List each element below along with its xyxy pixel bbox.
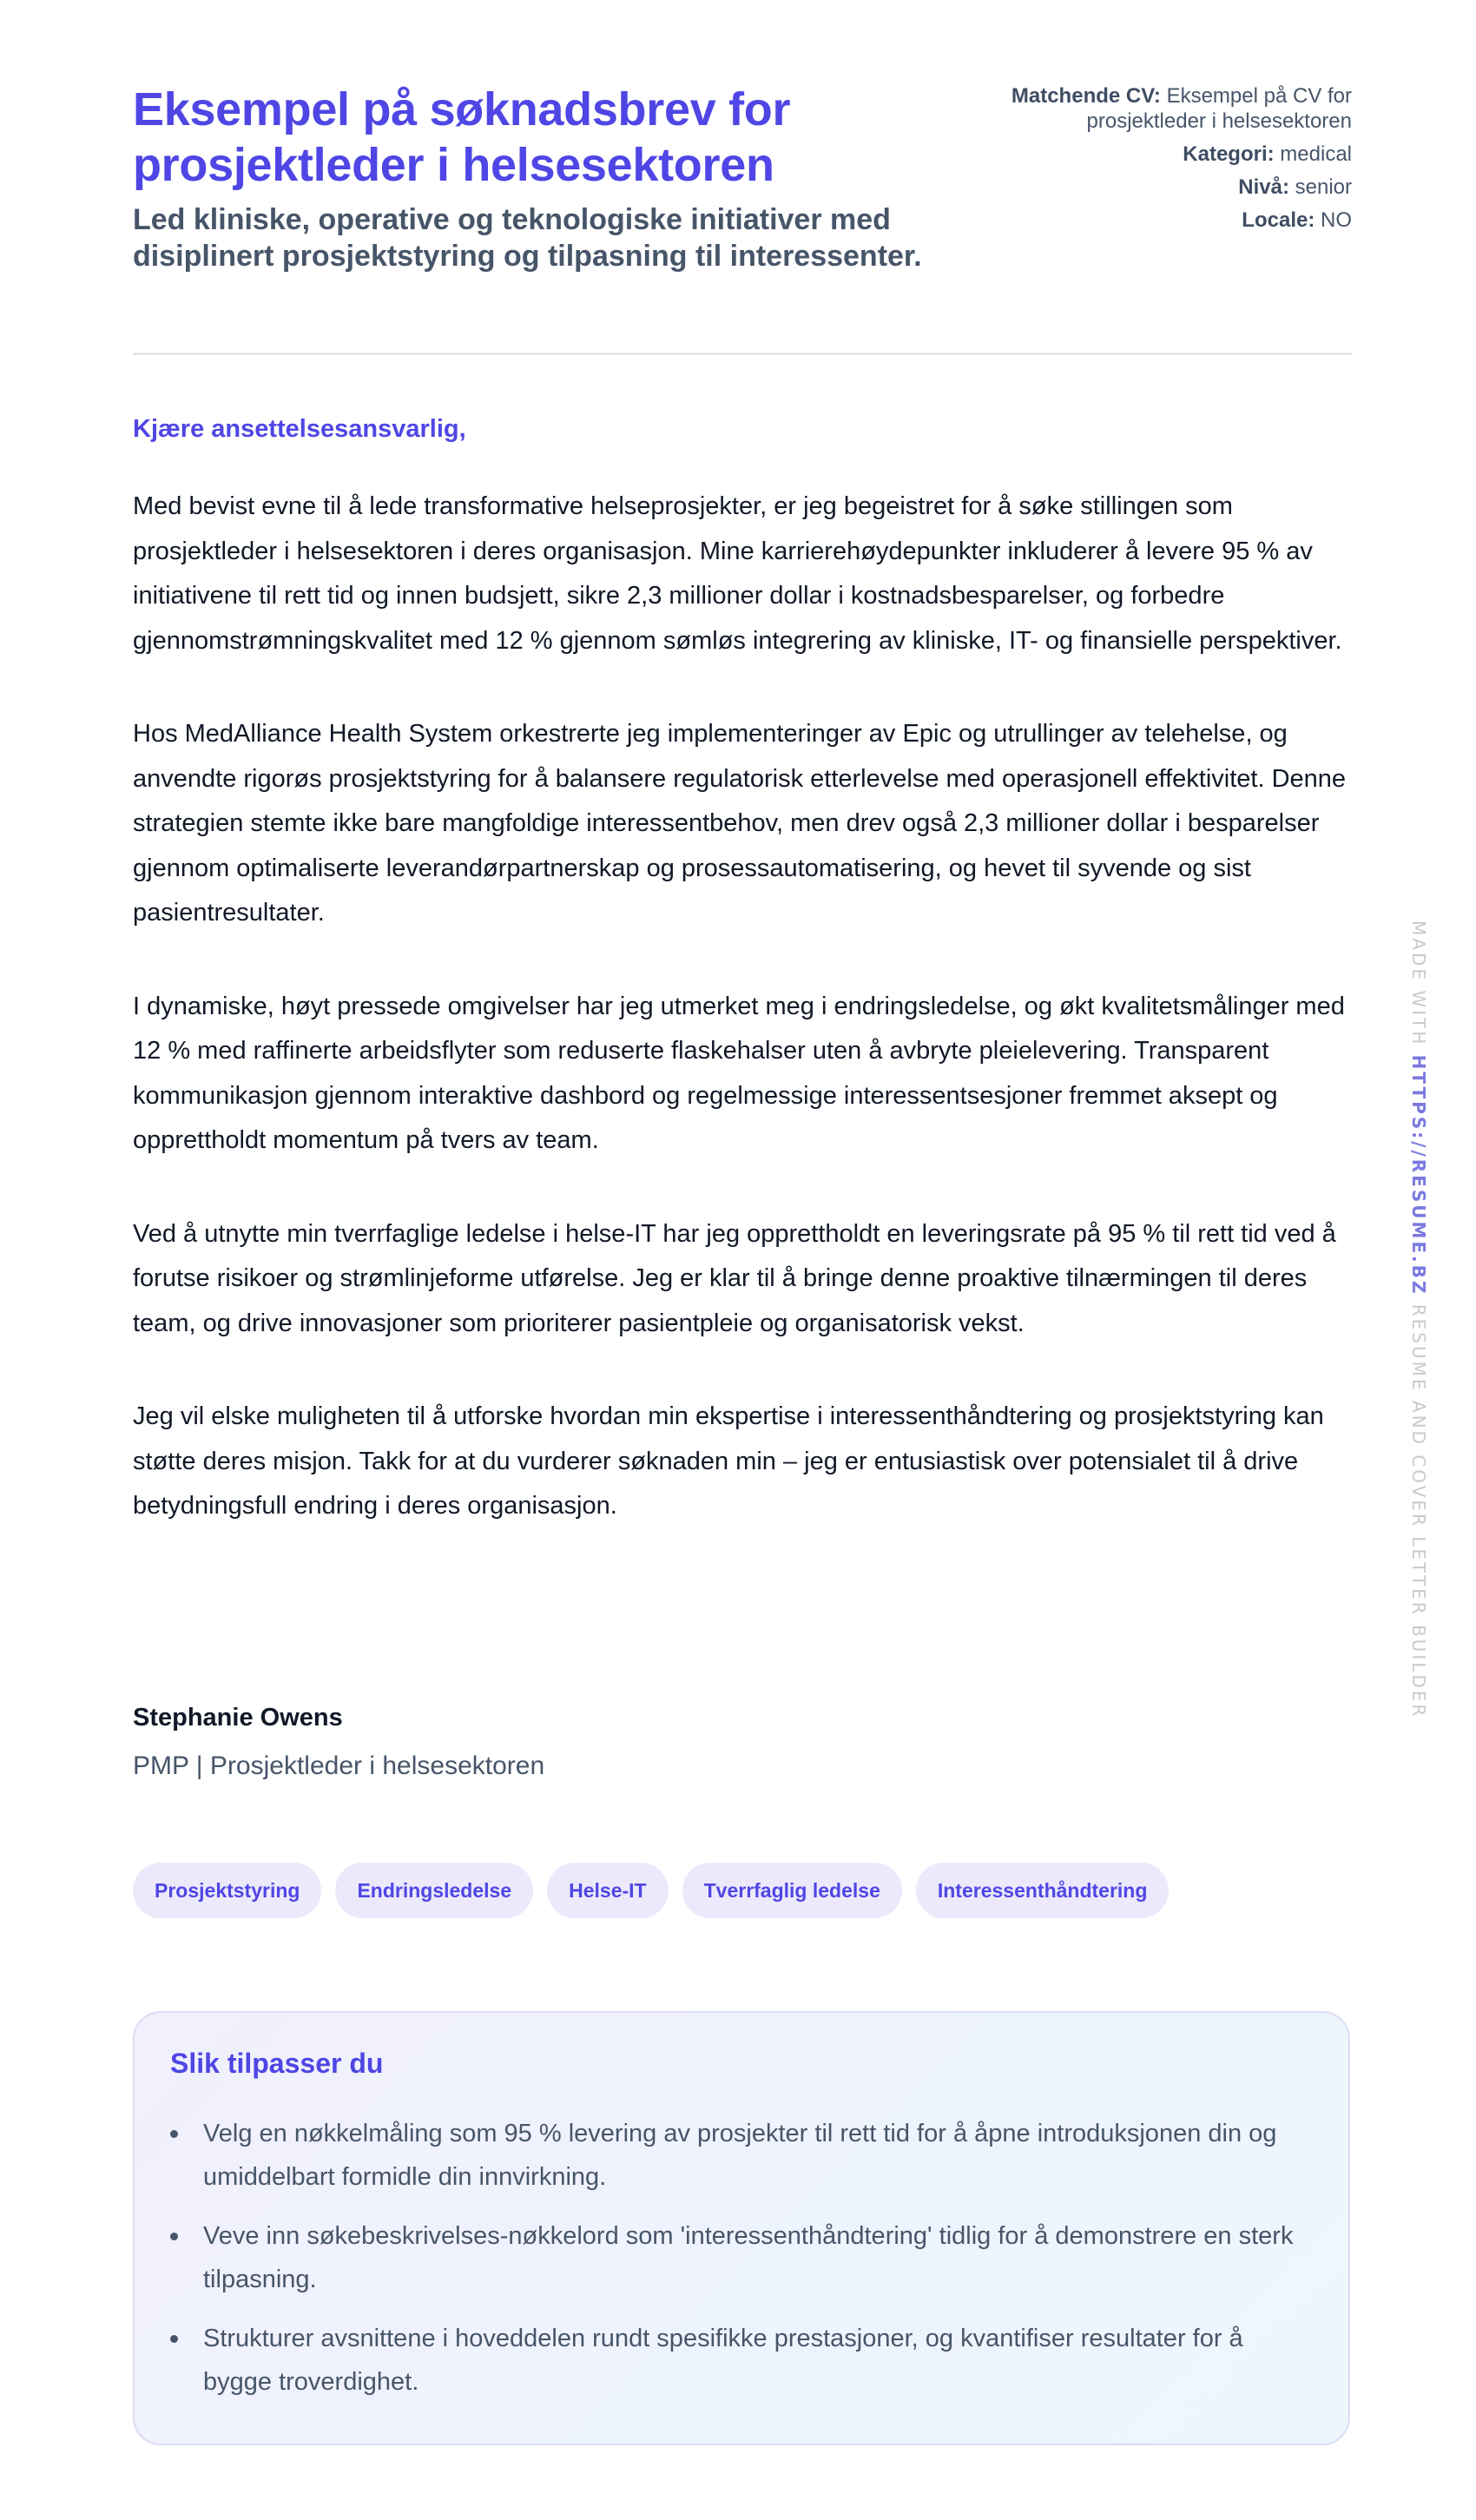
skill-tags [133, 1863, 1169, 1918]
meta-locale-label: Locale: [1242, 208, 1315, 232]
signature [133, 1700, 544, 1784]
tips-item [170, 2214, 1316, 2301]
tips-item-text: Strukturer avsnittene i hoveddelen rundt spesifikke prestasjoner, og kvantifiser resultater for å bygge troverdighet. [203, 2325, 1243, 2396]
meta-category-label: Kategori: [1183, 142, 1275, 166]
letter-greeting: Kjære ansettelsesansvarlig, [133, 415, 466, 443]
made-with-credit [1408, 920, 1434, 1719]
tips-heading: Slik tilpasser du [170, 2048, 384, 2079]
letter-paragraph: Hos MedAlliance Health System orkestrerte jeg implementeringer av Epic og utrullinger av telehelse, og anvendte rigorøs prosjektstyring for å balansere regulatorisk etterlevelse med operasjonell effektivitet. Denne strategien stemte ikke bare mangfoldige interessentbehov, men drev også 2,3 millioner dollar i besparelser gjennom optimaliserte leverandørpartnerskap og prosessautomatisering, og hevet til syvende og sist pasientresultater. [133, 720, 1347, 927]
tips-item [170, 2317, 1316, 2404]
skill-tag[interactable]: Endringsledelse [335, 1863, 533, 1918]
tips-item [170, 2112, 1316, 2199]
meta-matching-cv-label: Matchende CV: [1011, 84, 1161, 108]
bullet-icon [170, 2130, 178, 2138]
letter-paragraph: Med bevist evne til å lede transformative helseprosjekter, er jeg begeistret for å søke stillingen som prosjektleder i helsesektoren i deres organisasjon. Mine karrierehøydepunkter inkluderer å levere 95 % av initiativene til rett tid og innen budsjett, sikre 2,3 millioner dollar i kostnadsbesparelser, og forbedre gjennomstrømningskvalitet med 12 % gjennom sømløs integrering av kliniske, IT- og finansielle perspektiver. [133, 492, 1342, 655]
meta-category [970, 142, 1352, 167]
meta-matching-cv [970, 83, 1352, 134]
letter-paragraph: I dynamiske, høyt pressede omgivelser har jeg utmerket meg i endringsledelse, og økt kvalitetsmålinger med 12 % med raffinerte arbeidsflyter som reduserte flaskehalser uten å avbryte pleielevering. Transparent kommunikasjon gjennom interaktive dashbord og regelmessige interessentsesjoner fremmet aksept og opprettholdt momentum på tvers av team. [133, 992, 1345, 1154]
header-divider [133, 353, 1352, 355]
page-subtitle: Led kliniske, operative og teknologiske initiativer med disiplinert prosjektstyring og tilpasning til interessenter. [133, 203, 922, 273]
page-header [133, 0, 1352, 356]
meta-info [970, 83, 1352, 241]
skill-tag[interactable]: Helse-IT [547, 1863, 668, 1918]
tips-list [170, 2112, 1316, 2419]
meta-level-label: Nivå: [1238, 175, 1289, 199]
credit-prefix: MADE WITH [1408, 920, 1429, 1047]
page-title: Eksempel på søknadsbrev for prosjektleder i helsesektoren [133, 83, 791, 191]
meta-category-value: medical [1280, 142, 1352, 166]
meta-matching-cv-value[interactable]: Eksempel på CV for prosjektleder i helsesektoren [1086, 84, 1352, 133]
signature-title: PMP | Prosjektleder i helsesektoren [133, 1751, 545, 1780]
letter-body [133, 485, 1352, 1578]
meta-level [970, 175, 1352, 200]
signature-name: Stephanie Owens [133, 1704, 343, 1732]
bullet-icon [170, 2335, 178, 2343]
tips-item-text: Veve inn søkebeskrivelses-nøkkelord som 'interessenthåndtering' tidlig for å demonstrere en sterk tilpasning. [203, 2222, 1294, 2293]
credit-link[interactable]: HTTPS://RESUME.BZ [1408, 1054, 1429, 1296]
tips-item-text: Velg en nøkkelmåling som 95 % levering av prosjekter til rett tid for å åpne introduksjonen din og umiddelbart formidle din innvirkning. [203, 2120, 1277, 2191]
letter-paragraph: Jeg vil elske muligheten til å utforske hvordan min ekspertise i interessenthåndtering og prosjektstyring kan støtte deres misjon. Takk for at du vurderer søknaden min – jeg er entusiastisk over potensialet til å drive betydningsfull endring i deres organisasjon. [133, 1402, 1324, 1520]
letter-paragraph: Ved å utnytte min tverrfaglige ledelse i helse-IT har jeg opprettholdt en leveringsrate på 95 % til rett tid ved å forutse risikoer og strømlinjeforme utførelse. Jeg er klar til å bringe denne proaktive tilnærmingen til deres team, og drive innovasjoner som prioriterer pasientpleie og organisatorisk vekst. [133, 1219, 1336, 1337]
skill-tag[interactable]: Interessenthåndtering [916, 1863, 1170, 1918]
skill-tag[interactable]: Tverrfaglig ledelse [682, 1863, 902, 1918]
meta-locale-value: NO [1321, 208, 1352, 232]
bullet-icon [170, 2233, 178, 2240]
credit-suffix: RESUME AND COVER LETTER BUILDER [1408, 1303, 1429, 1719]
cover-letter-page [133, 0, 1352, 2396]
skill-tag[interactable]: Prosjektstyring [133, 1863, 321, 1918]
meta-level-value: senior [1295, 175, 1352, 199]
meta-locale [970, 208, 1352, 233]
tips-card [133, 2011, 1350, 2445]
